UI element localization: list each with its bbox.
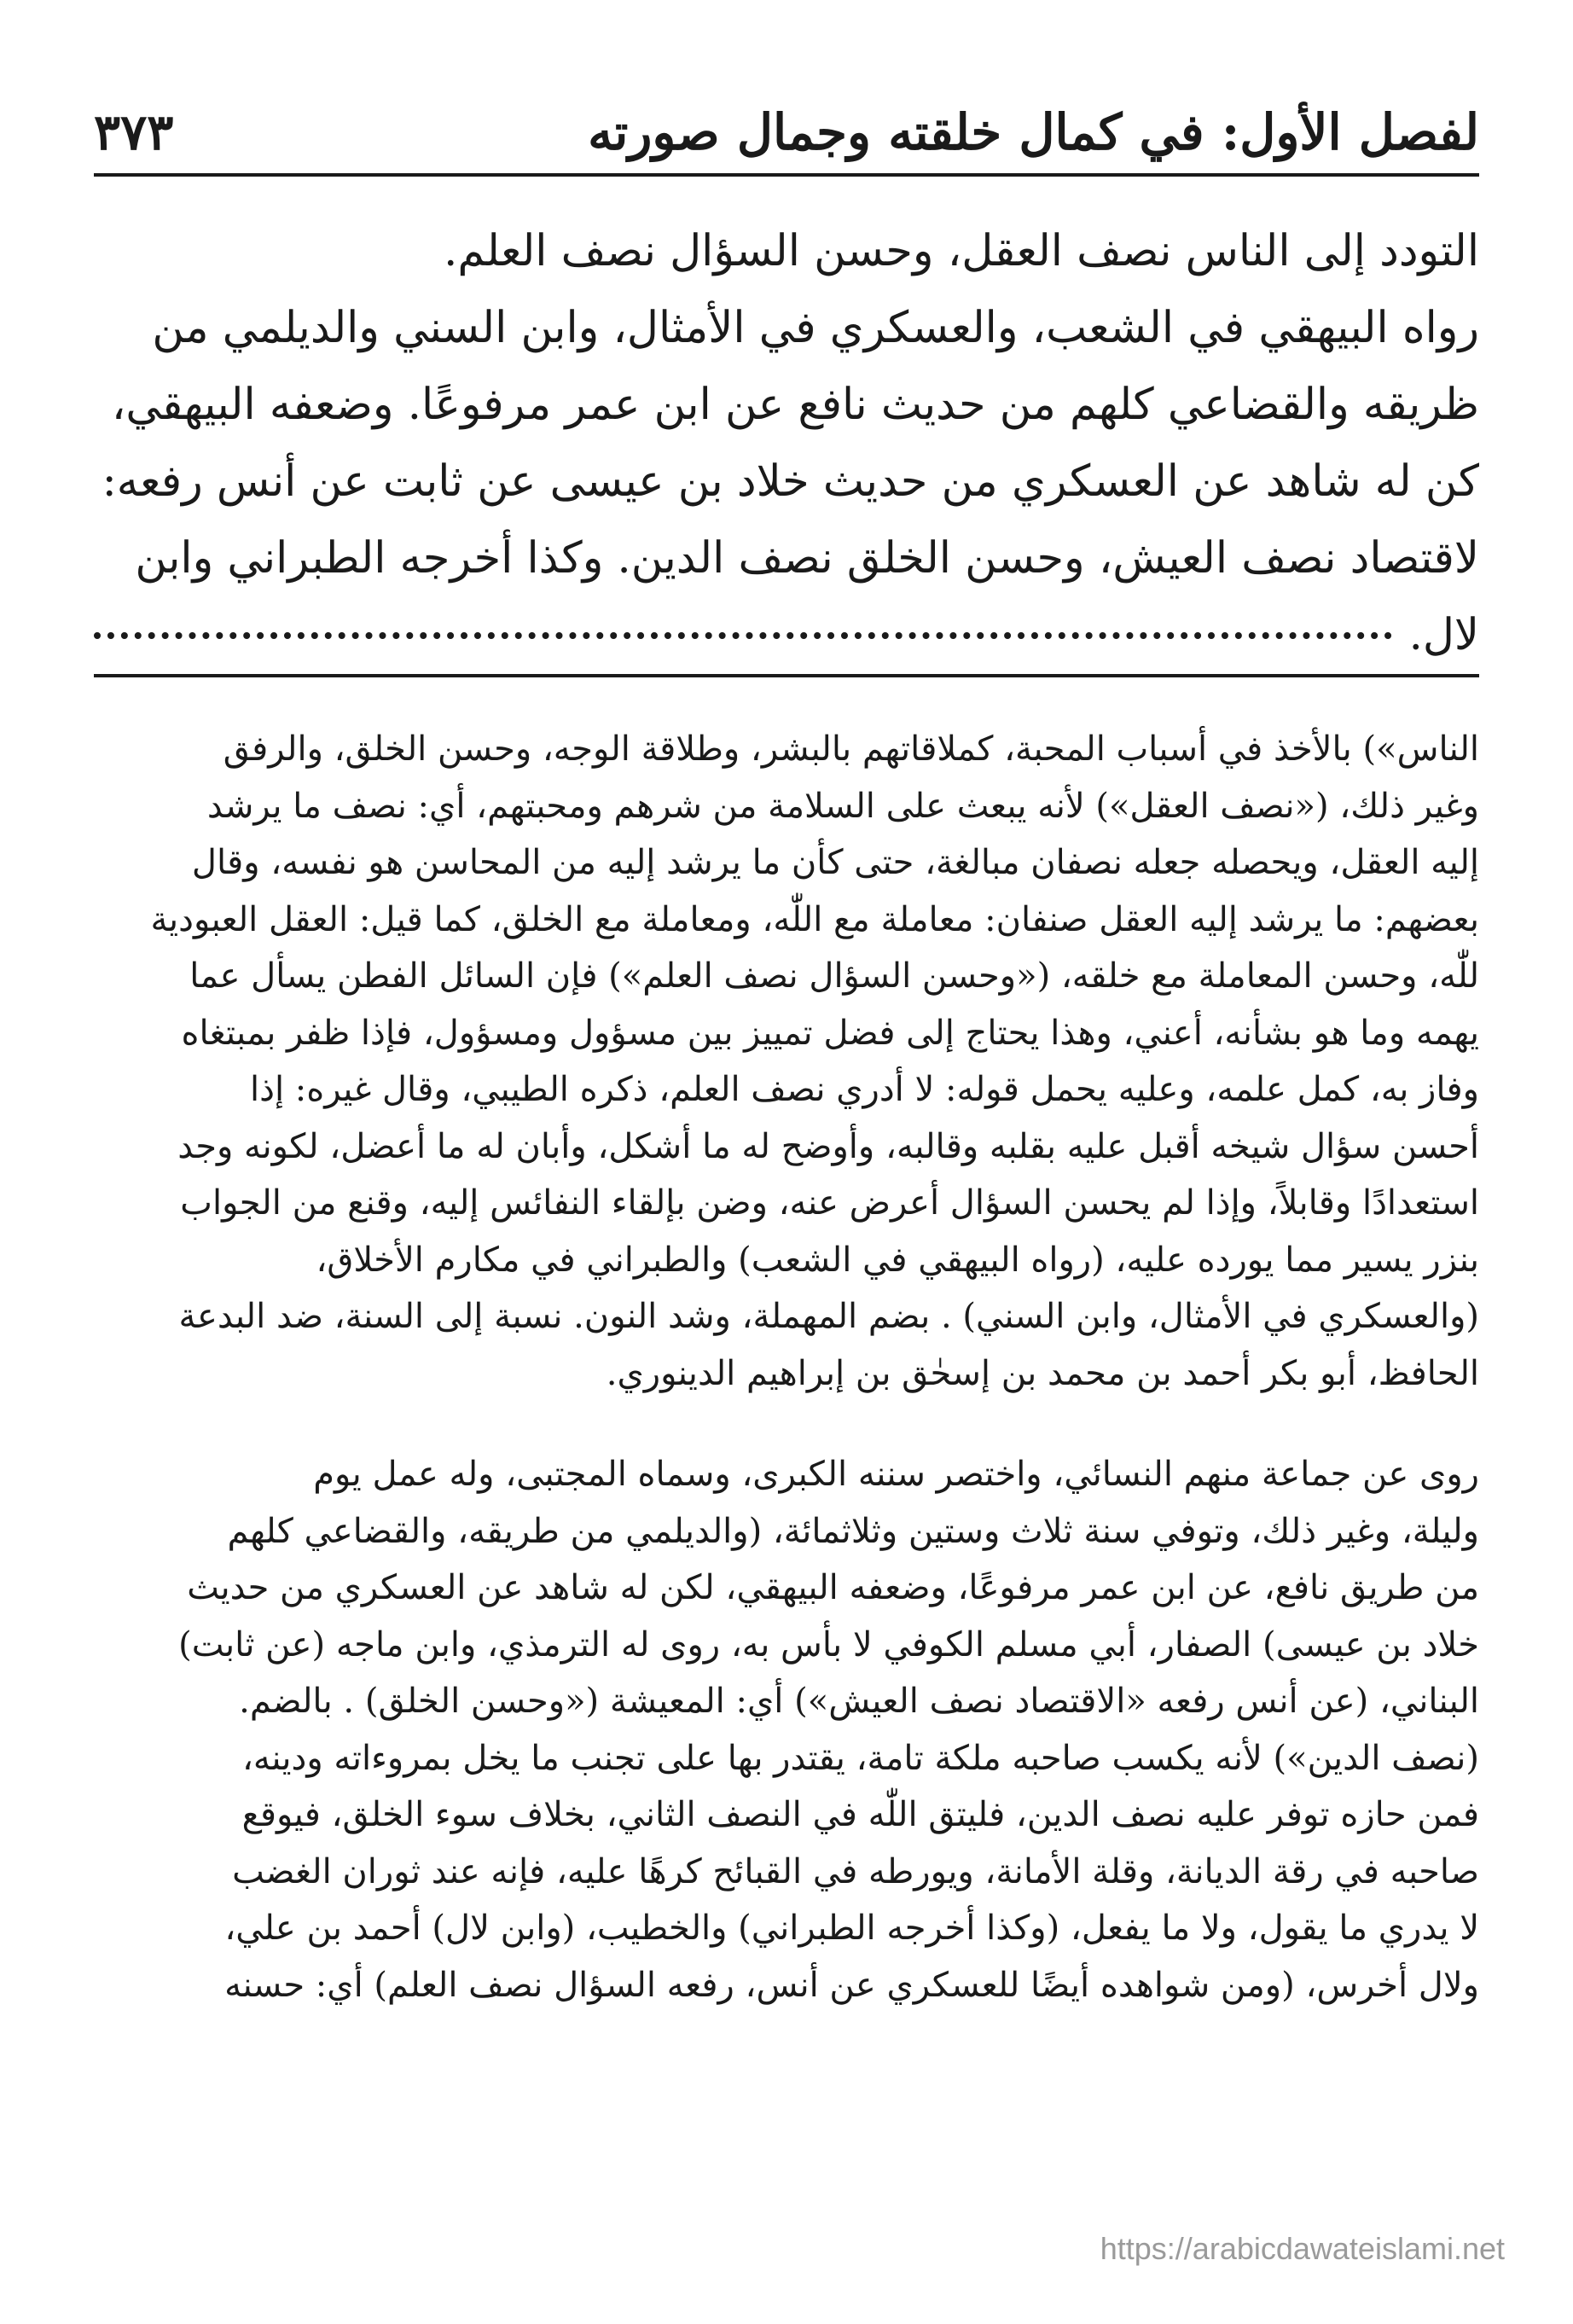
commentary-line: الناس») بالأخذ في أسباب المحبة، كملاقاتهم بالبشر، وطلاقة الوجه، وحسن الخلق، والرفق bbox=[223, 729, 1479, 769]
commentary-line: وغير ذلك، («نصف العقل») لأنه يبعث على السلامة من شرهم ومحبتهم، أي: نصف ما يرشد bbox=[206, 786, 1479, 826]
commentary-line: صاحبه في رقة الديانة، وقلة الأمانة، ويورطه في القبائح كرهًا عليه، فإنه عند ثوران الغضب bbox=[232, 1851, 1479, 1891]
commentary-paragraph-2 bbox=[94, 1446, 1479, 2013]
commentary-line: أحسن سؤال شيخه أقبل عليه بقلبه وقالبه، وأوضح له ما أشكل، وأبان له ما أعضل، لكونه وجد bbox=[177, 1126, 1479, 1166]
commentary-paragraph-1 bbox=[94, 721, 1479, 1402]
commentary-line: ولال أخرس، (ومن شواهده أيضًا للعسكري عن أنس، رفعه السؤال نصف العلم) أي: حسنه bbox=[224, 1965, 1479, 2005]
commentary-line: خلاد بن عيسى) الصفار، أبي مسلم الكوفي لا بأس به، روى له الترمذي، وابن ماجه (عن ثابت) bbox=[178, 1624, 1479, 1665]
hadith-last-text: لال. bbox=[1408, 610, 1479, 660]
hadith-text bbox=[94, 213, 1479, 674]
page-header bbox=[94, 98, 1479, 166]
hadith-line: ِالتودد إلى الناس نصف العقل، وحسن السؤال نصف العلم. bbox=[444, 226, 1479, 276]
commentary-line: لا يدري ما يقول، ولا ما يفعل، (وكذا أخرجه الطبراني) والخطيب، (وابن لال) أحمد بن علي، bbox=[224, 1909, 1479, 1948]
continuation-dots bbox=[94, 632, 1392, 639]
hadith-line: لاقتصاد نصف العيش، وحسن الخلق نصف الدين. وكذا أخرجه الطبراني وابن bbox=[135, 533, 1479, 584]
source-watermark: https://arabicdawateislami.net bbox=[1100, 2231, 1505, 2266]
commentary-line: يهمه وما هو بشأنه، أعني، وهذا يحتاج إلى فضل تمييز بين مسؤول ومسؤول، فإذا ظفر بمبتغاه bbox=[181, 1013, 1479, 1053]
commentary-line: من طريق نافع، عن ابن عمر مرفوعًا، وضعفه البيهقي، لكن له شاهد عن العسكري من حديث bbox=[187, 1568, 1479, 1607]
commentary-line: (والعسكري في الأمثال، وابن السني) . بضم المهملة، وشد النون. نسبة إلى السنة، ضد البدعة bbox=[178, 1297, 1479, 1336]
commentary-line: وليلة، وغير ذلك، وتوفي سنة ثلاث وستين وثلاثمائة، (والديلمي من طريقه، والقضاعي كلهم bbox=[227, 1511, 1479, 1551]
commentary-line: وفاز به، كمل علمه، وعليه يحمل قوله: لا أدري نصف العلم، ذكره الطيبي، وقال غيره: إذا bbox=[250, 1070, 1479, 1109]
commentary-line: إليه العقل، ويحصله جعله نصفان مبالغة، حتى كأن ما يرشد إليه من المحاسن هو نفسه، وقال bbox=[191, 843, 1479, 882]
section-divider bbox=[94, 674, 1479, 677]
hadith-line: كن له شاهد عن العسكري من حديث خلاد بن عيسى عن ثابت عن أنس رفعه: bbox=[102, 456, 1479, 507]
commentary-line: فمن حازه توفر عليه نصف الدين، فليتق اللّٰه في النصف الثاني، بخلاف سوء الخلق، فيوقع bbox=[241, 1795, 1479, 1834]
commentary-line: البناني، (عن أنس رفعه «الاقتصاد نصف العيش») أي: المعيشة («وحسن الخلق) . بالضم. bbox=[239, 1682, 1479, 1721]
commentary-line: بنزر يسير مما يورده عليه، (رواه البيهقي في الشعب) والطبراني في مكارم الأخلاق، bbox=[316, 1240, 1479, 1280]
header-rule bbox=[94, 173, 1479, 177]
commentary-line: (نصف الدين») لأنه يكسب صاحبه ملكة تامة، يقتدر بها على تجنب ما يخل بمروءاته ودينه، bbox=[241, 1738, 1479, 1778]
page-number: ٣٧٣ bbox=[94, 103, 174, 161]
running-title: لفصل الأول: في كمال خلقته وجمال صورته bbox=[588, 103, 1479, 161]
hadith-line: ظريقه والقضاعي كلهم من حديث نافع عن ابن عمر مرفوعًا. وضعفه البيهقي، bbox=[111, 380, 1479, 430]
commentary-line: للّٰه، وحسن المعاملة مع خلقه، («وحسن السؤال نصف العلم») فإن السائل الفطن يسأل عما bbox=[189, 956, 1479, 996]
commentary-line: روى عن جماعة منهم النسائي، واختصر سننه الكبرى، وسماه المجتبى، وله عمل يوم bbox=[313, 1455, 1479, 1494]
commentary-text bbox=[94, 721, 1479, 2013]
commentary-line: بعضهم: ما يرشد إليه العقل صنفان: معاملة مع اللّٰه، ومعاملة مع الخلق، كما قيل: العقل العبودية bbox=[150, 899, 1479, 939]
commentary-line: الحافظ، أبو بكر أحمد بن محمد بن إسحٰق بن إبراهيم الدينوري. bbox=[606, 1353, 1479, 1393]
paragraph-gap bbox=[94, 1402, 1479, 1446]
hadith-line-last bbox=[94, 597, 1479, 674]
hadith-line: رواه البيهقي في الشعب، والعسكري في الأمثال، وابن السني والديلمي من bbox=[152, 303, 1479, 353]
commentary-line: استعدادًا وقابلاً، وإذا لم يحسن السؤال أعرض عنه، وضن بإلقاء النفائس إليه، وقنع من الجواب bbox=[180, 1183, 1479, 1223]
